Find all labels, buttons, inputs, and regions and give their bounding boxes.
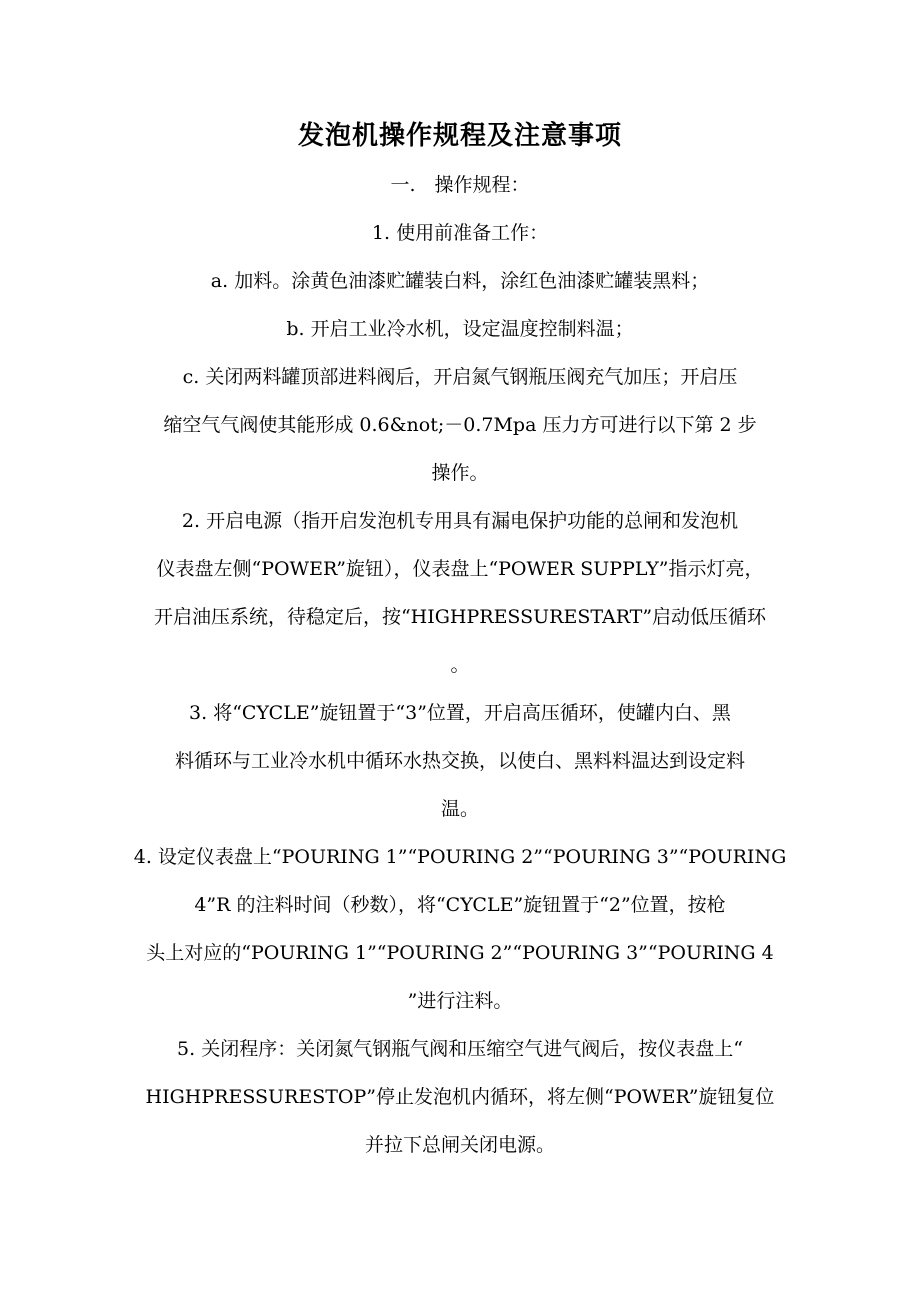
paragraph-line: 头上对应的“POURING 1”“POURING 2”“POURING 3”“POURING 4 xyxy=(146,942,774,964)
paragraph-line: HIGHPRESSURESTOP”停止发泡机内循环，将左侧“POWER”旋钮复位 xyxy=(145,1086,775,1108)
paragraph-line: 并拉下总闸关闭电源。 xyxy=(364,1134,555,1156)
paragraph-line: ”进行注料。 xyxy=(407,990,513,1012)
paragraph-line: c. 关闭两料罐顶部进料阀后，开启氮气钢瓶压阀充气加压；开启压 xyxy=(182,366,738,388)
paragraph-line: 。 xyxy=(450,654,470,676)
paragraph-line: 温。 xyxy=(440,798,479,820)
paragraph-line: b. 开启工业冷水机，设定温度控制料温； xyxy=(286,318,634,340)
paragraph-line: 4. 设定仪表盘上“POURING 1”“POURING 2”“POURING 3”“POURING xyxy=(133,846,787,868)
paragraph-line: 操作。 xyxy=(431,462,489,484)
paragraph-line: 2. 开启电源（指开启发泡机专用具有漏电保护功能的总闸和发泡机 xyxy=(181,510,739,532)
paragraph-line: 料循环与工业冷水机中循环水热交换，以使白、黑料料温达到设定料 xyxy=(174,750,745,772)
section-heading: 一. 操作规程： xyxy=(390,174,530,196)
paragraph-line: 仪表盘左侧“POWER”旋钮），仪表盘上“POWER SUPPLY”指示灯亮， xyxy=(156,558,764,580)
paragraph-line: 开启油压系统，待稳定后，按“HIGHPRESSURESTART”启动低压循环 xyxy=(153,606,767,628)
paragraph-line: 缩空气气阀使其能形成 0.6&not;－0.7Mpa 压力方可进行以下第 2 步 xyxy=(163,414,757,436)
paragraph-line: 3. 将“CYCLE”旋钮置于“3”位置，开启高压循环，使罐内白、黑 xyxy=(189,702,731,724)
paragraph-line: 5. 关闭程序：关闭氮气钢瓶气阀和压缩空气进气阀后，按仪表盘上“ xyxy=(177,1038,743,1060)
paragraph-line: 4”R 的注料时间（秒数），将“CYCLE”旋钮置于“2”位置，按枪 xyxy=(194,894,726,916)
subsection-heading: 1. 使用前准备工作： xyxy=(371,222,549,244)
paragraph-line: a. 加料。涂黄色油漆贮罐装白料，涂红色油漆贮罐装黑料； xyxy=(210,270,710,292)
page-title: 发泡机操作规程及注意事项 xyxy=(297,121,622,151)
